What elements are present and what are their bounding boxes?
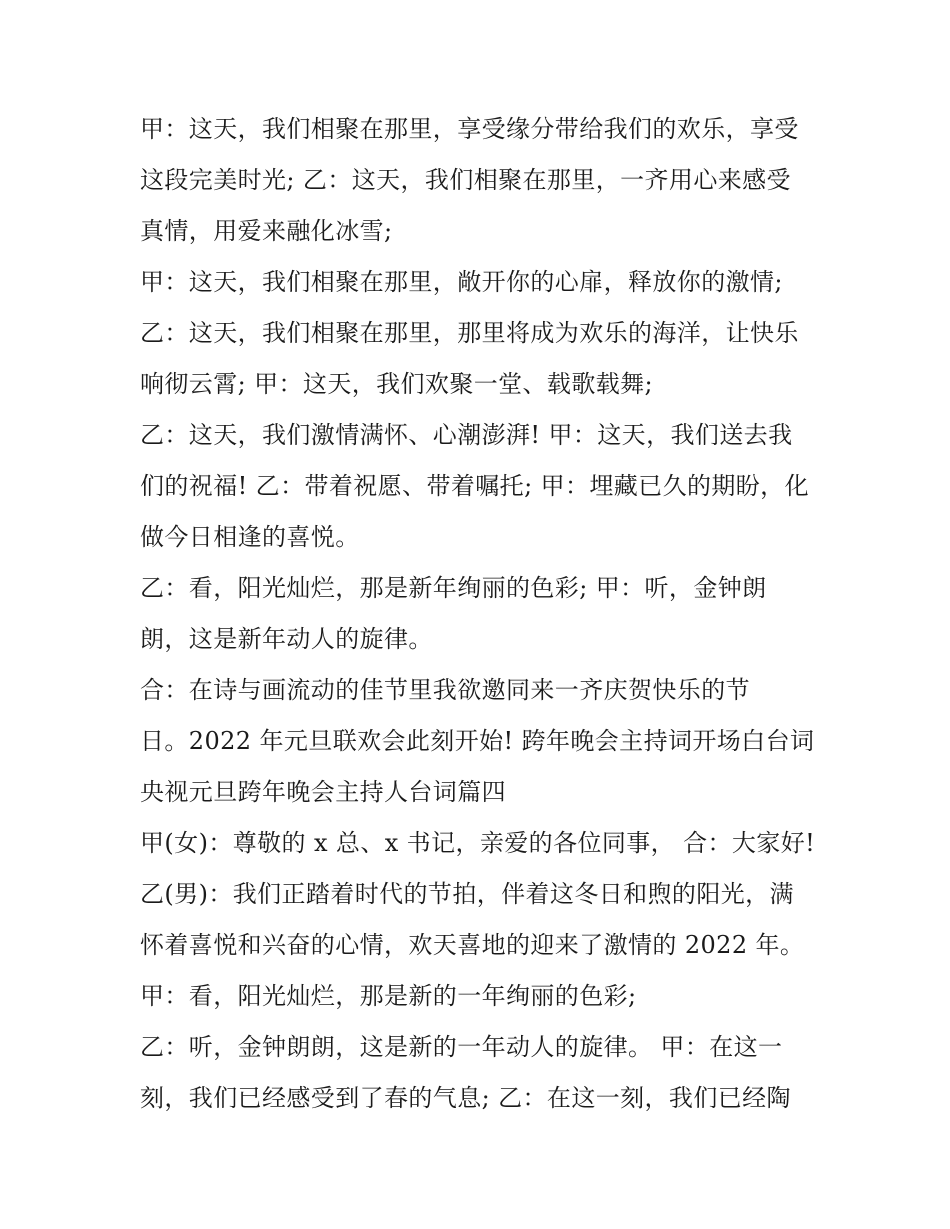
text-line: 怀着喜悦和兴奋的心情，欢天喜地的迎来了激情的 2022 年。 bbox=[140, 931, 805, 959]
text-line: 做今日相逢的喜悦。 bbox=[140, 523, 360, 551]
text-line: 们的祝福! 乙：带着祝愿、带着嘱托; 甲：埋藏已久的期盼，化 bbox=[140, 472, 809, 500]
text-line: 央视元旦跨年晚会主持人台词篇四 bbox=[140, 778, 506, 806]
text-line: 乙：听，金钟朗朗，这是新的一年动人的旋律。 甲：在这一 bbox=[140, 1033, 783, 1061]
document-body bbox=[140, 104, 820, 1124]
text-line: 甲：看，阳光灿烂，那是新的一年绚丽的色彩; bbox=[140, 982, 637, 1010]
text-line: 朗，这是新年动人的旋律。 bbox=[140, 625, 433, 653]
text-line: 刻，我们已经感受到了春的气息; 乙：在这一刻，我们已经陶 bbox=[140, 1084, 791, 1112]
text-line: 响彻云霄; 甲：这天，我们欢聚一堂、载歌载舞; bbox=[140, 370, 653, 398]
text-line: 甲(女)：尊敬的 x 总、x 书记，亲爱的各位同事， 合：大家好! bbox=[140, 829, 816, 857]
text-line: 乙(男)：我们正踏着时代的节拍，伴着这冬日和煦的阳光，满 bbox=[140, 880, 794, 908]
text-line: 真情，用爱来融化冰雪; bbox=[140, 217, 393, 245]
text-line: 乙：这天，我们相聚在那里，那里将成为欢乐的海洋，让快乐 bbox=[140, 319, 799, 347]
text-line: 乙：这天，我们激情满怀、心潮澎湃! 甲：这天，我们送去我 bbox=[140, 421, 793, 449]
text-line: 合：在诗与画流动的佳节里我欲邀同来一齐庆贺快乐的节 bbox=[140, 676, 750, 704]
text-line: 乙：看，阳光灿烂，那是新年绚丽的色彩; 甲：听，金钟朗 bbox=[140, 574, 767, 602]
text-line: 这段完美时光; 乙：这天，我们相聚在那里，一齐用心来感受 bbox=[140, 166, 791, 194]
text-line: 甲：这天，我们相聚在那里，享受缘分带给我们的欢乐，享受 bbox=[140, 115, 799, 143]
text-line: 日。2022 年元旦联欢会此刻开始! 跨年晚会主持词开场白台词 bbox=[140, 727, 815, 755]
text-line: 甲：这天，我们相聚在那里，敞开你的心扉，释放你的激情; bbox=[140, 268, 783, 296]
